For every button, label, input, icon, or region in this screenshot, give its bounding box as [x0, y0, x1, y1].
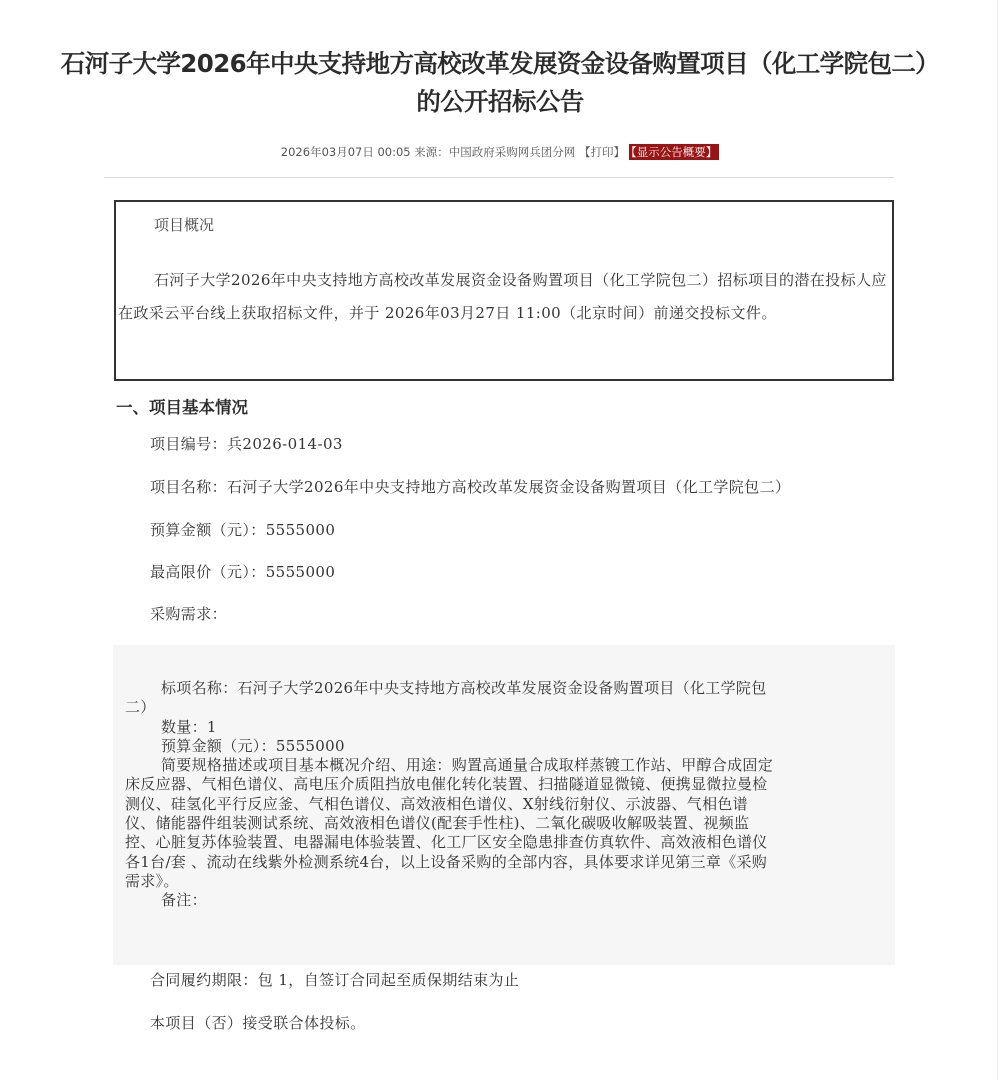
project-name: 项目名称：石河子大学2026年中央支持地方高校改革发展资金设备购置项目（化工学院包二） — [150, 478, 791, 496]
source-name: 中国政府采购网兵团分网 — [448, 145, 576, 159]
lot-description-line-1: 简要规格描述或项目基本概况介绍、用途：购置高通量合成取样蒸镀工作站、甲醇合成固定 — [161, 756, 774, 775]
contract-period: 合同履约期限：包 1，自签订合同起至质保期结束为止 — [150, 971, 520, 989]
lot-remarks: 备注： — [161, 891, 207, 910]
lot-name-line-1: 标项名称：石河子大学2026年中央支持地方高校改革发展资金设备购置项目（化工学院包 — [161, 679, 767, 697]
lot-description-line-7: 需求》。 — [125, 871, 179, 890]
source-label: 来源： — [414, 145, 449, 159]
section-heading-basic-info: 一、项目基本情况 — [116, 398, 248, 417]
consortium-policy: 本项目（否）接受联合体投标。 — [150, 1014, 366, 1032]
title-line-2: 的公开招标公告 — [416, 87, 584, 116]
page-title — [0, 45, 1000, 121]
show-summary-button[interactable]: 【显示公告概要】 — [630, 145, 718, 159]
lot-quantity: 数量：1 — [161, 717, 217, 736]
project-number: 项目编号：兵2026-014-03 — [150, 435, 343, 453]
max-price: 最高限价（元）：5555000 — [150, 563, 336, 581]
budget-amount: 预算金额（元）：5555000 — [150, 521, 336, 539]
lot-description-line-6: 各1台/套 、流动在线紫外检测系统4台，以上设备采购的全部内容，具体要求详见第三章《采购 — [125, 852, 768, 871]
lot-name-line-2: 二） — [125, 698, 156, 717]
lot-description-line-3: 测仪、硅氢化平行反应釜、气相色谱仪、高效液相色谱仪、X射线衍射仪、示波器、气相色谱 — [125, 794, 748, 813]
lot-description-line-5: 控、心脏复苏体验装置、电器漏电体验装置、化工厂区安全隐患排查仿真软件、高效液相色谱仪 — [125, 833, 768, 852]
lot-description-line-4: 仪、储能器件组装测试系统、高效液相色谱仪(配套手性柱)、二氧化碳吸收解吸装置、视频监 — [125, 814, 750, 833]
article-meta — [0, 143, 1000, 161]
header-divider — [104, 177, 894, 178]
lot-description-line-2: 床反应器、气相色谱仪、高电压介质阻挡放电催化转化装置、扫描隧道显微镜、便携显微拉曼检 — [125, 775, 768, 794]
project-overview-box — [114, 200, 894, 381]
lot-details — [125, 679, 885, 911]
title-line-1: 石河子大学2026年中央支持地方高校改革发展资金设备购置项目（化工学院包二） — [60, 49, 940, 78]
lot-budget: 预算金额（元）：5555000 — [161, 736, 345, 755]
procurement-requirements-block — [113, 645, 895, 965]
overview-body: 石河子大学2026年中央支持地方高校改革发展资金设备购置项目（化工学院包二）招标项目的潜在投标人应在政采云平台线上获取招标文件，并于 2026年03月27日 11:00（北京时间）前递交投标文件。 — [118, 271, 887, 322]
overview-title: 项目概况 — [154, 216, 215, 234]
print-link[interactable]: 【打印】 — [578, 145, 625, 159]
requirements-label: 采购需求： — [150, 605, 228, 623]
publish-date: 2026年03月07日 00:05 — [280, 145, 411, 159]
page-edge-line — [997, 0, 998, 1080]
